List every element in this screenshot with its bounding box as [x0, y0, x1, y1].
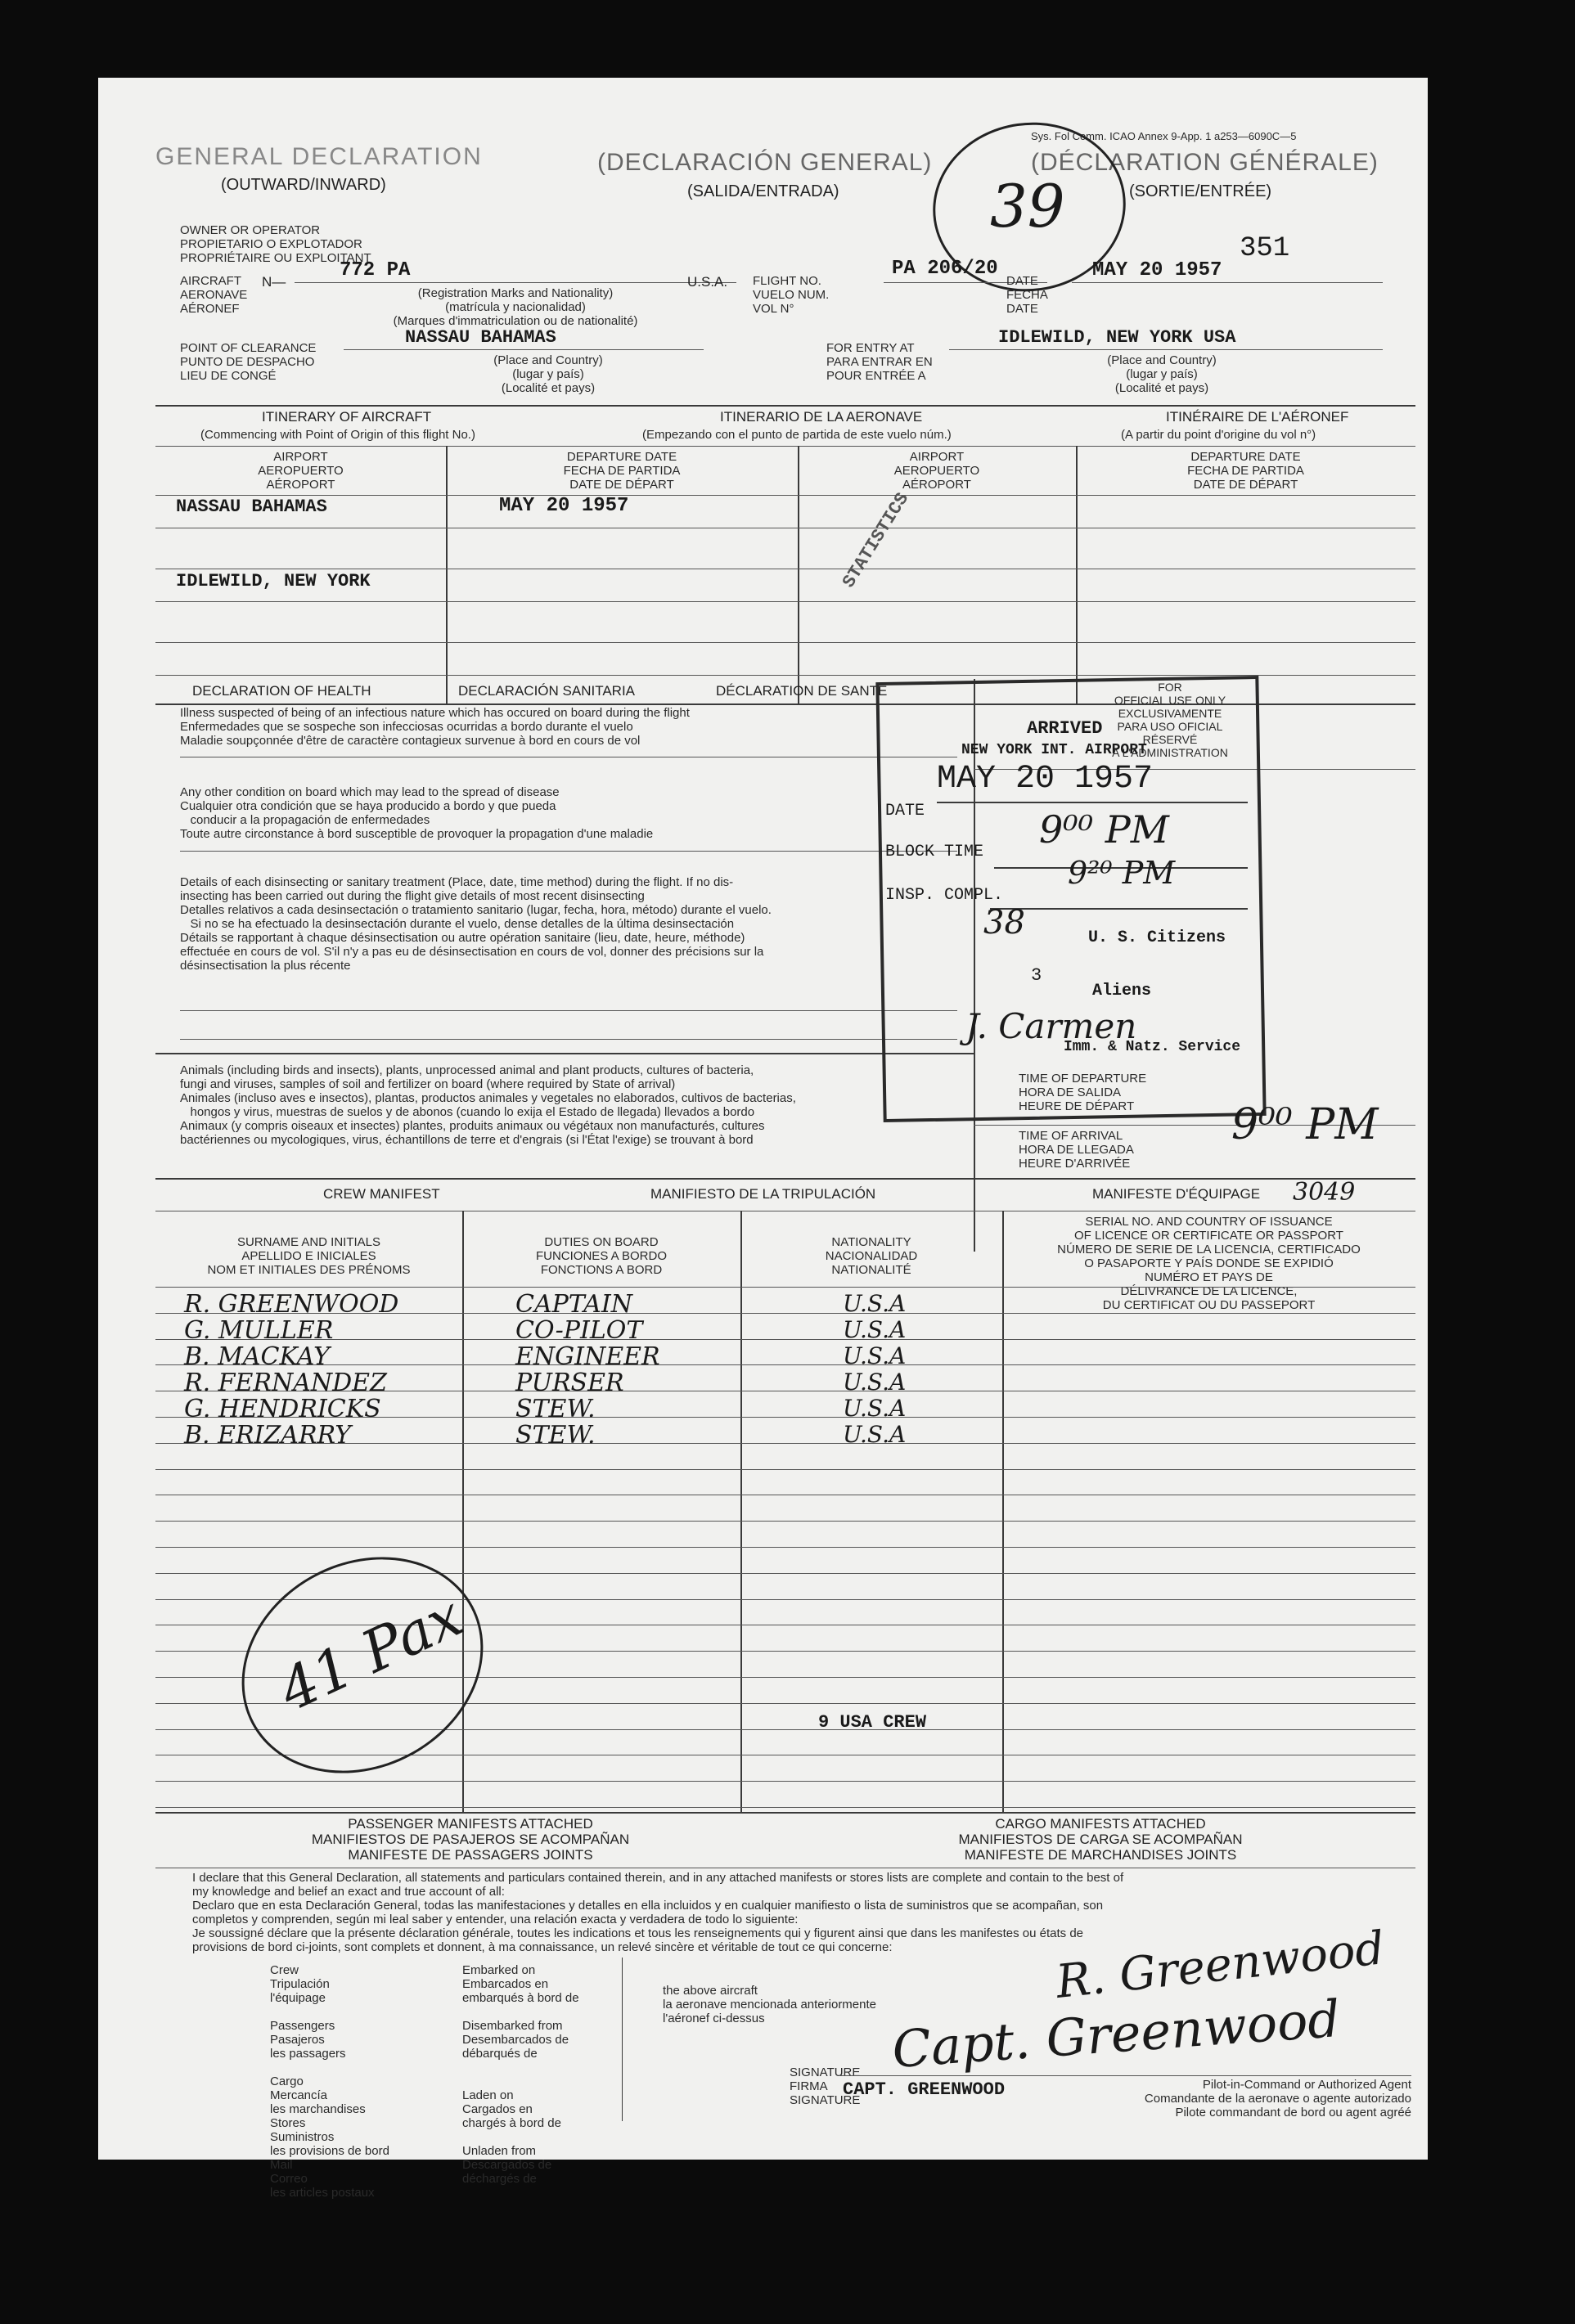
stamp-service: Imm. & Natz. Service [1064, 1039, 1241, 1055]
crew-row-5-duty: STEW. [515, 1395, 596, 1423]
itinerary-sub-spanish: (Empezando con el punto de partida de este vuelo núm.) [642, 428, 952, 442]
crew-row-4-name: R. FERNANDEZ [184, 1369, 387, 1397]
declaration-text: I declare that this General Declaration, all statements and particulars contained therein, and in any attached manifests or stores lists are complete and contain to the best of my knowledge and belief an exact and true account of all: Declaro que en esta Declaración General, todas las manifestaciones y detalles en ella incluidos y en cualquier manifiesto o lista de suministros que se acompañan, son completos y comprenden, según mi leal saber y entender, una relación exacta y verdadera de todo lo siguiente: Je soussigné déclare que la présente déclaration générale, toutes les indications et tous les renseignements qui y figurent ainsi que dans les manifestes ou états de provisions de bord ci-joints, sont complets et donnent, à ma connaissance, un relevé sincère et véritable de tout ce qui concerne: [192, 1871, 1124, 1954]
health-paragraph-animals: Animals (including birds and insects), plants, unprocessed animal and plant products, cultures of bacteria, fungi and viruses, samples of soil and fertilizer on board (where required by State of arrival) Animales (incluso aves e insectos), plantas, productos animales y vegetales no elaborados, cultivos de bacterias, hongos y virus, muestras de suelos y de abonos (cuando lo exija el Estado de llegada) llevados a bordo Animaux (y compris oiseaux et insectes) plantes, produits animaux ou végétaux non manufacturés, cultures bactériennes ou mycologiques, virus, échantillons de terre et d'engrais (si l'État l'exige) se trouvant à bord [180, 1063, 796, 1147]
title-spanish: (DECLARACIÓN GENERAL) [597, 149, 933, 176]
signature-handwritten: Capt. Greenwood [890, 1988, 1343, 2080]
crew-col-name: SURNAME AND INITIALS APELLIDO E INICIALES NOM ET INITIALES DES PRÉNOMS [207, 1235, 411, 1277]
signature-role: Pilot-in-Command or Authorized Agent Comandante de la aeronave o agente autorizado Pilote commandant de bord ou agent agréé [1144, 2078, 1411, 2119]
arrival-time-value: 9⁰⁰ PM [1231, 1100, 1379, 1149]
crew-row-rule [155, 1807, 1415, 1808]
stamp-date-value: MAY 20 1957 [937, 761, 1154, 798]
crew-row-rule [155, 1339, 1415, 1340]
crew-row-2-name: G. MULLER [184, 1316, 334, 1345]
stamp-insp-value: 9²⁰ PM [1068, 855, 1176, 891]
arrival-time-label: TIME OF ARRIVAL HORA DE LLEGADA HEURE D'ARRIVÉE [1019, 1129, 1134, 1171]
itinerary-row-1-airport: NASSAU BAHAMAS [176, 497, 327, 517]
declaration-form [98, 78, 1428, 2200]
declaration-aircraft: the above aircraft la aeronave mencionada anteriormente l'aéronef ci-dessus [663, 1984, 876, 2025]
itinerary-head-french: ITINÉRAIRE DE L'AÉRONEF [1166, 409, 1349, 425]
stamp-citizens-label: U. S. Citizens [1088, 928, 1226, 947]
aircraft-label: AIRCRAFT AERONAVE AÉRONEF [180, 274, 248, 316]
itinerary-col-departure-2: DEPARTURE DATE FECHA DE PARTIDA DATE DE DÉPART [1187, 450, 1304, 492]
itinerary-sub-french: (A partir du point d'origine du vol n°) [1121, 428, 1316, 442]
health-paragraph-disinsecting: Details of each disinsecting or sanitary treatment (Place, date, time method) during the flight. If no dis- insecting has been carried out during the flight give details of most recent disinsecting Detalles relativos a cada desinsectación o tratamiento sanitario (lugar, fecha, hora, método) durante el vuelo. Si no se ha efectuado la desinsectación durante el vuelo, dense detalles de la última desinsectación Détails se rapportant à chaque désinsectisation ou autre opération sanitaire (lieu, date, heure, méthode) effectuée en cours de vol. S'il n'y a pas eu de désinsectisation en cours de vol, donner des précisions sur la désinsectisation la plus récente [180, 875, 772, 973]
crew-row-rule [155, 1364, 1415, 1365]
passenger-manifests-attached: PASSENGER MANIFESTS ATTACHED MANIFIESTOS DE PASAJEROS SE ACOMPAÑAN MANIFESTE DE PASSAGERS JOINTS [311, 1816, 630, 1863]
itinerary-head-spanish: ITINERARIO DE LA AERONAVE [720, 409, 923, 425]
crew-row-1-duty: CAPTAIN [515, 1290, 632, 1319]
declaration-actions: Embarked on Embarcados en embarqués à bord de Disembarked from Desembarcados de débarqués de Laden on Cargados en chargés à bord de Unladen from Descargados de déchargés de [462, 1963, 579, 2186]
crew-row-rule [155, 1287, 1415, 1288]
stamp-date-label: DATE [885, 802, 925, 820]
clearance-place-label: (Place and Country) (lugar y país) (Localité et pays) [493, 353, 603, 395]
flight-value: PA 206/20 [892, 258, 998, 280]
title-french: (DÉCLARATION GÉNÉRALE) [1031, 149, 1379, 176]
crew-row-4-nationality: U.S.A [843, 1369, 907, 1396]
crew-row-1-nationality: U.S.A [843, 1290, 907, 1317]
itinerary-col-departure-1: DEPARTURE DATE FECHA DE PARTIDA DATE DE DÉPART [563, 450, 681, 492]
crew-col-license: SERIAL NO. AND COUNTRY OF ISSUANCE OF LICENCE OR CERTIFICATE OR PASSPORT NÚMERO DE SERIE DE LA LICENCIA, CERTIFICADO O PASAPORTE Y PAÍS DONDE SE EXPIDIÓ NUMÉRO ET PAYS DE DÉLIVRANCE DE LA LICENCE, DU CERTIFICAT OU DU PASSEPORT [1057, 1215, 1361, 1312]
form-reference: Sys. Fol Comm. ICAO Annex 9-App. 1 a253—6090C—5 [1031, 130, 1297, 142]
health-head-english: DECLARATION OF HEALTH [192, 683, 371, 699]
crew-row-4-duty: PURSER [515, 1369, 624, 1397]
health-head-spanish: DECLARACIÓN SANITARIA [458, 683, 636, 699]
crew-row-6-duty: STEW. [515, 1421, 596, 1450]
owner-label: OWNER OR OPERATOR PROPIETARIO O EXPLOTADOR PROPRIÉTAIRE OU EXPLOITANT [180, 223, 371, 265]
subtitle-spanish: (SALIDA/ENTRADA) [687, 182, 839, 200]
circled-number: 39 [990, 172, 1065, 240]
stamp-airport: NEW YORK INT. AIRPORT [961, 742, 1147, 758]
health-head-french: DÉCLARATION DE SANTÉ [716, 683, 888, 699]
subtitle-english: (OUTWARD/INWARD) [221, 176, 386, 194]
itinerary-row-2-airport: IDLEWILD, NEW YORK [176, 571, 371, 591]
crew-handwritten-note: 3049 [1293, 1178, 1356, 1207]
signature-typed: CAPT. GREENWOOD [843, 2079, 1006, 2100]
passenger-count: 41 Pax [268, 1581, 473, 1725]
stamp-block-time-value: 9⁰⁰ PM [1039, 807, 1169, 852]
entry-label: FOR ENTRY AT PARA ENTRAR EN POUR ENTRÉE A [826, 341, 933, 383]
crew-row-5-name: G. HENDRICKS [184, 1395, 381, 1423]
signature-handwritten-upper: R. Greenwood [1053, 1922, 1388, 2009]
aircraft-value: 772 PA [340, 259, 411, 281]
stamp-aliens-count: 3 [1031, 965, 1042, 986]
crew-row-3-duty: ENGINEER [515, 1342, 660, 1371]
official-use-head: FOR OFFICIAL USE ONLY EXCLUSIVAMENTE PARA USO OFICIAL RÉSERVÉ A L'ADMINISTRATION [1112, 681, 1228, 759]
crew-row-6-nationality: U.S.A [843, 1421, 907, 1448]
itinerary-col-airport-1: AIRPORT AEROPUERTO AÉROPORT [258, 450, 344, 492]
title-english: GENERAL DECLARATION [155, 143, 483, 170]
itinerary-row-1-date: MAY 20 1957 [499, 495, 629, 517]
stamp-officer-signature: J. Carmen [965, 1006, 1137, 1046]
departure-time-label: TIME OF DEPARTURE HORA DE SALIDA HEURE DE DÉPART [1019, 1072, 1147, 1113]
health-paragraph-condition: Any other condition on board which may lead to the spread of disease Cualquier otra condición que se haya producido a bordo y que pueda conducir a la propagación de enfermedades Toute autre circonstance à bord susceptible de provoquer la propagation d'une maladie [180, 785, 654, 841]
crew-col-nationality: NATIONALITY NACIONALIDAD NATIONALITÉ [825, 1235, 918, 1277]
clearance-label: POINT OF CLEARANCE PUNTO DE DESPACHO LIEU DE CONGÉ [180, 341, 317, 383]
crew-head-english: CREW MANIFEST [323, 1186, 440, 1202]
crew-head-french: MANIFESTE D'ÉQUIPAGE [1092, 1186, 1261, 1202]
crew-row-3-name: B. MACKAY [184, 1342, 330, 1371]
declaration-items: Crew Tripulación l'équipage Passengers Pasajeros les passagers Cargo Mercancía les marchandises Stores Suministros les provisions de bord Mail Correo les articles postaux [270, 1963, 389, 2200]
flight-label: FLIGHT NO. VUELO NUM. VOL N° [753, 274, 830, 316]
crew-row-rule [155, 1781, 1415, 1782]
crew-col-duties: DUTIES ON BOARD FUNCIONES A BORDO FONCTIONS A BORD [535, 1235, 668, 1277]
entry-value: IDLEWILD, NEW YORK USA [998, 327, 1236, 348]
date-value: MAY 20 1957 [1092, 259, 1222, 281]
crew-row-5-nationality: U.S.A [843, 1395, 907, 1422]
aircraft-prefix: N— [262, 274, 286, 290]
clearance-value: NASSAU BAHAMAS [405, 327, 556, 348]
crew-row-6-name: B. ERIZARRY [184, 1421, 352, 1450]
itinerary-head-english: ITINERARY OF AIRCRAFT [262, 409, 432, 425]
crew-row-rule [155, 1547, 1415, 1548]
crew-total: 9 USA CREW [818, 1712, 927, 1733]
crew-head-spanish: MANIFIESTO DE LA TRIPULACIÓN [650, 1186, 876, 1202]
crew-row-1-name: R. GREENWOOD [184, 1290, 399, 1319]
crew-row-rule [155, 1521, 1415, 1522]
statistics-stamp: STATISTICS [839, 489, 914, 592]
stamp-number: 351 [1240, 233, 1290, 264]
crew-row-rule [155, 1469, 1415, 1470]
subtitle-french: (SORTIE/ENTRÉE) [1129, 182, 1272, 200]
stamp-citizens-count: 38 [983, 904, 1025, 942]
date-label: DATE FECHA DATE [1006, 274, 1048, 316]
stamp-arrived: ARRIVED [1027, 718, 1103, 739]
health-paragraph-illness: Illness suspected of being of an infectious nature which has occured on board during the flight Enfermedades que se sospeche son infecciosas ocurridas a bordo durante el vuelo Maladie soupçonnée d'être de caractère contagieux survenue à bord en cours de vol [180, 706, 690, 748]
stamp-aliens-label: Aliens [1092, 982, 1152, 1000]
itinerary-sub-english: (Commencing with Point of Origin of this flight No.) [200, 428, 475, 442]
aircraft-marks-label: (Registration Marks and Nationality) (matrícula y nacionalidad) (Marques d'immatriculation ou de nationalité) [393, 286, 638, 328]
entry-place-label: (Place and Country) (lugar y país) (Localité et pays) [1107, 353, 1217, 395]
crew-row-2-duty: CO-PILOT [515, 1316, 643, 1345]
crew-row-3-nationality: U.S.A [843, 1342, 907, 1369]
itinerary-col-airport-2: AIRPORT AEROPUERTO AÉROPORT [893, 450, 980, 492]
stamp-block-time-label: BLOCK TIME [885, 843, 984, 861]
stamp-insp-label: INSP. COMPL. [885, 886, 1004, 905]
signature-label: SIGNATURE FIRMA SIGNATURE [790, 2066, 861, 2107]
cargo-manifests-attached: CARGO MANIFESTS ATTACHED MANIFIESTOS DE CARGA SE ACOMPAÑAN MANIFESTE DE MARCHANDISES JOINTS [958, 1816, 1243, 1863]
crew-row-2-nationality: U.S.A [843, 1316, 907, 1343]
usa-label: U.S.A. [687, 274, 728, 290]
